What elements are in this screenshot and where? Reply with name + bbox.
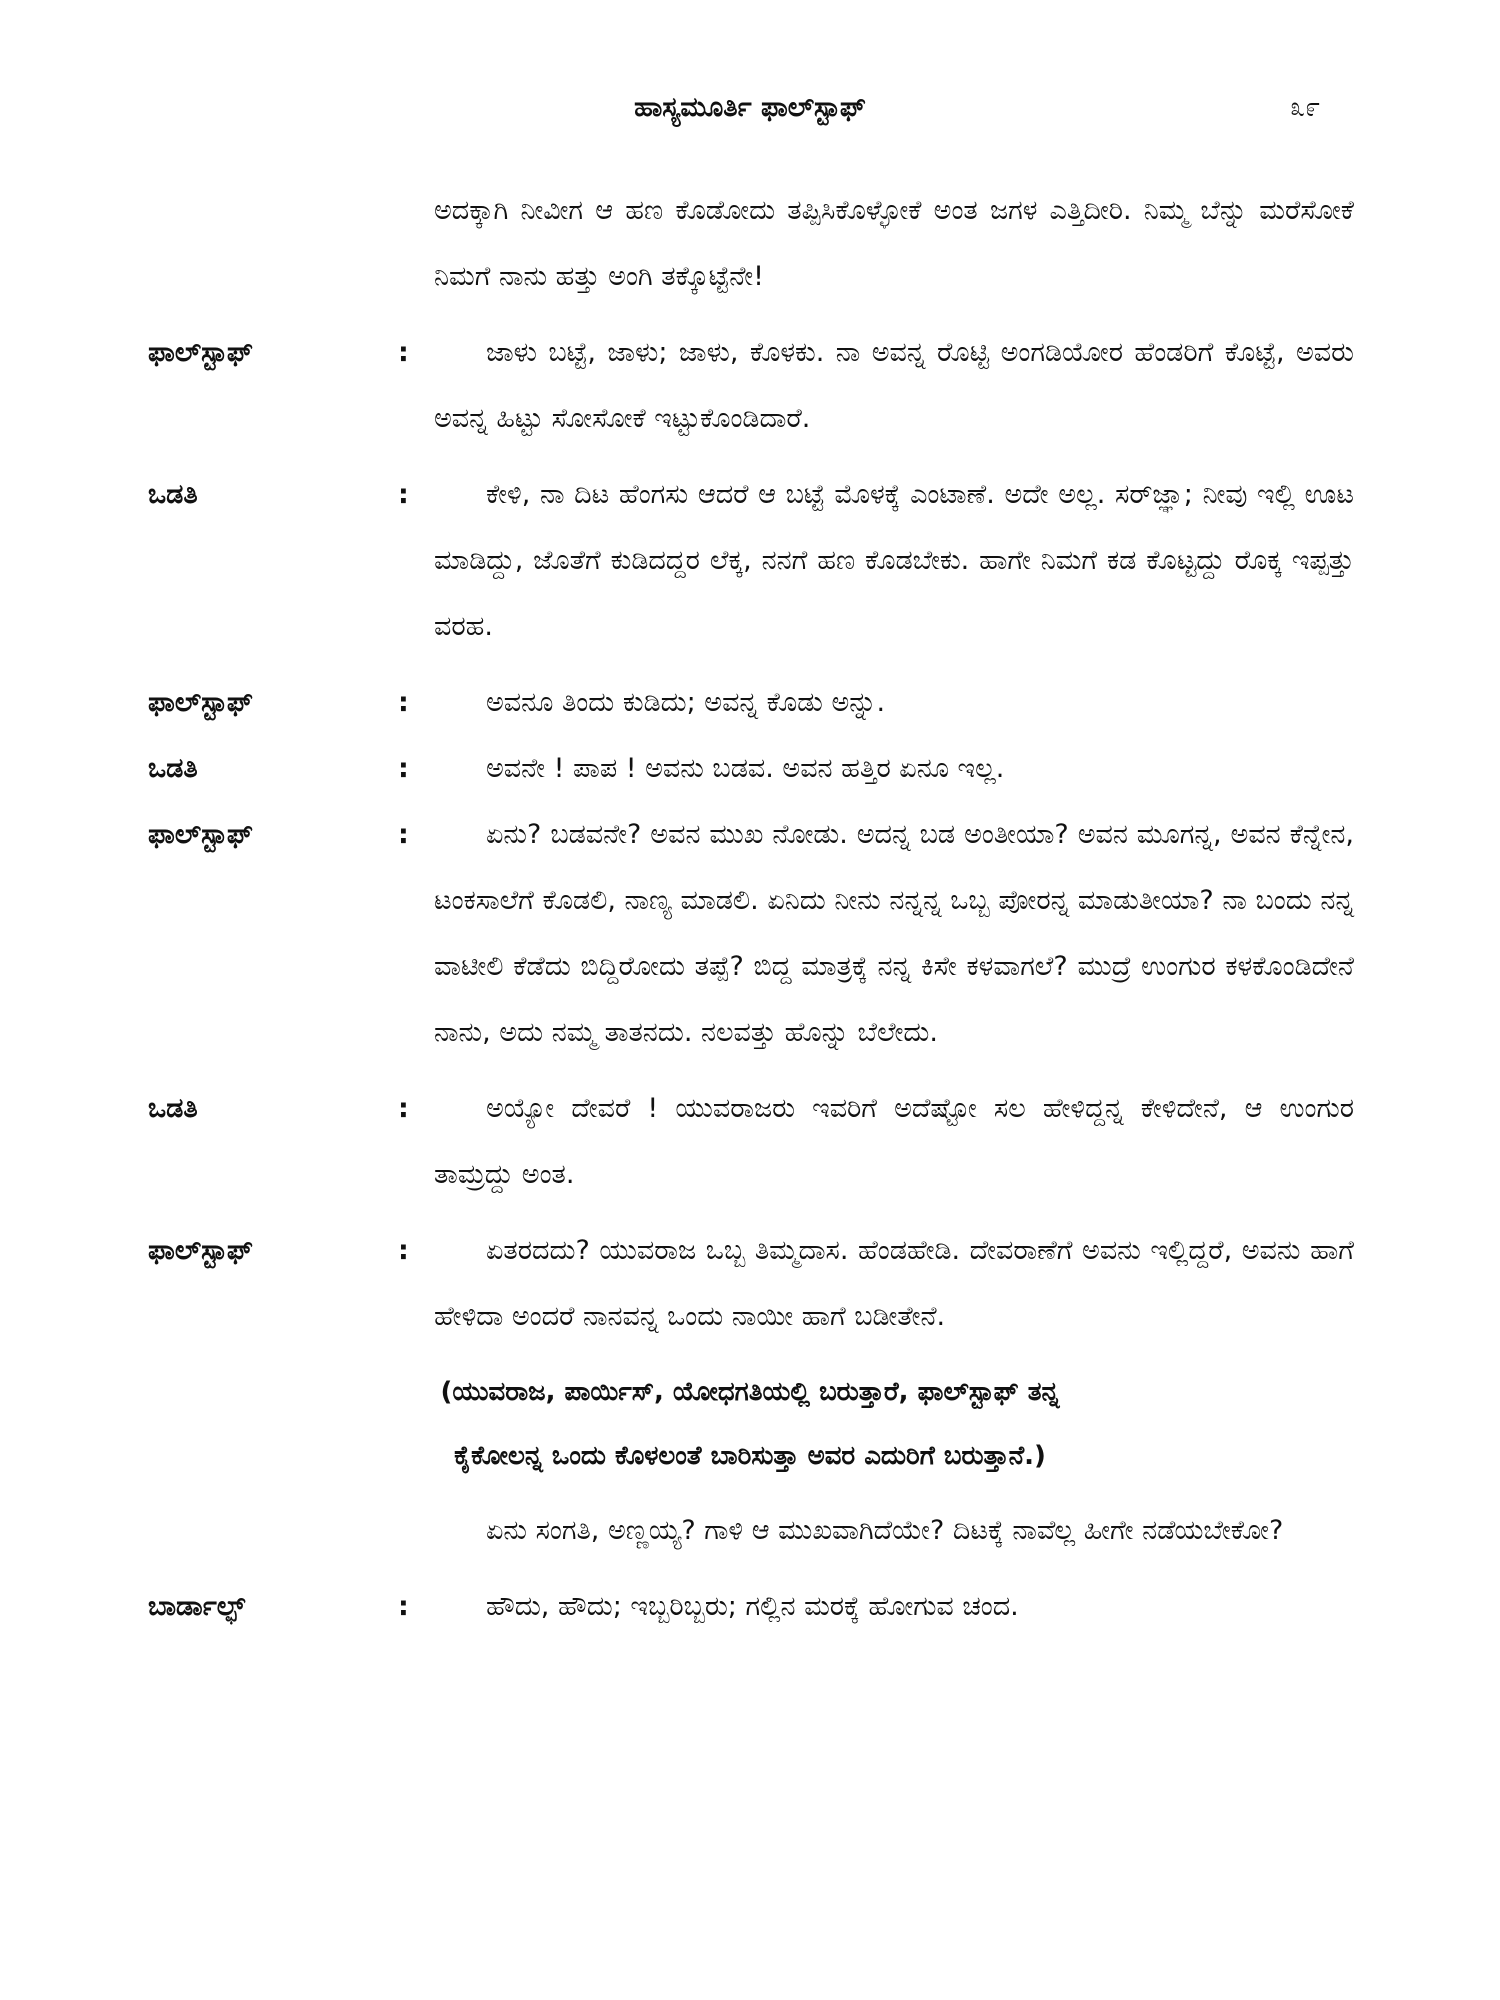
dialogue-block — [0, 178, 1500, 310]
speech-text: ಅವನೂ ತಿಂದು ಕುಡಿದು; ಅವನ್ನ ಕೊಡು ಅನ್ನು. — [486, 687, 886, 718]
play-text — [0, 178, 1500, 1640]
page-number: ೩೯ — [1290, 92, 1321, 123]
speaker-colon: : — [398, 1591, 409, 1622]
speech-text: ಹೌದು, ಹೌದು; ಇಬ್ಬರಿಬ್ಬರು; ಗಲ್ಲಿನ ಮರಕ್ಕೆ ಹೋಗುವ ಚಂದ. — [486, 1591, 1019, 1622]
speech-text: ಏತರದದು? ಯುವರಾಜ ಒಬ್ಬ ತಿಮ್ಮದಾಸ. ಹೆಂಡಹೇಡಿ. ದೇವರಾಣೆಗೆ ಅವನು ಇಲ್ಲಿದ್ದರೆ, ಅವನು ಹಾಗೆ ಹೇಳಿದಾ ಅಂದರೆ ನಾನವನ್ನ ಒಂದು ನಾಯೀ ಹಾಗೆ ಬಡೀತೇನೆ. — [434, 1235, 1354, 1332]
speech-text: ಅವನೇ ! ಪಾಪ ! ಅವನು ಬಡವ. ಅವನ ಹತ್ತಿರ ಏನೂ ಇಲ್ಲ. — [486, 753, 1005, 784]
speech-text: ಕೇಳಿ, ನಾ ದಿಟ ಹೆಂಗಸು ಆದರೆ ಆ ಬಟ್ಟೆ ಮೊಳಕ್ಕೆ ಎಂಟಾಣೆ. ಅದೇ ಅಲ್ಲ. ಸರ್‌ಜ್ಞಾ; ನೀವು ಇಲ್ಲಿ ಊಟ ಮಾಡಿದ್ದು, ಜೊತೆಗೆ ಕುಡಿದದ್ದರ ಲೆಕ್ಕ, ನನಗೆ ಹಣ ಕೊಡಬೇಕು. ಹಾಗೇ ನಿಮಗೆ ಕಡ ಕೊಟ್ಟದ್ದು ರೊಕ್ಕ ಇಪ್ಪತ್ತು ವರಹ. — [434, 479, 1354, 642]
speaker-name: ಫಾಲ್‌ಸ್ಟಾಫ್ — [148, 687, 253, 718]
speaker-colon: : — [398, 687, 409, 718]
running-title: ಹಾಸ್ಯಮೂರ್ತಿ ಫಾಲ್‌ಸ್ಟಾಫ್ — [634, 92, 866, 123]
dialogue-block — [0, 670, 1500, 736]
stage-direction-line: (ಯುವರಾಜ, ಪಾರ್ಯಿಸ್, ಯೋಧಗತಿಯಲ್ಲಿ ಬರುತ್ತಾರೆ, ಫಾಲ್‌ಸ್ಟಾಫ್ ತನ್ನ — [440, 1377, 1060, 1407]
dialogue-block — [0, 462, 1500, 660]
speaker-name: ಬಾರ್ಡಾಲ್ಫ್ — [148, 1591, 246, 1622]
speaker-colon: : — [398, 753, 409, 784]
speaker-name: ಫಾಲ್‌ಸ್ಟಾಫ್ — [148, 819, 253, 850]
speaker-colon: : — [398, 337, 409, 368]
speech-text: ಏನು? ಬಡವನೇ? ಅವನ ಮುಖ ನೋಡು. ಅದನ್ನ ಬಡ ಅಂತೀಯಾ? ಅವನ ಮೂಗನ್ನ, ಅವನ ಕೆನ್ನೇನ, ಟಂಕಸಾಲೆಗೆ ಕೊಡಲಿ, ನಾಣ್ಯ ಮಾಡಲಿ. ಏನಿದು ನೀನು ನನ್ನನ್ನ ಒಬ್ಬ ಪೋರನ್ನ ಮಾಡುತೀಯಾ? ನಾ ಬಂದು ನನ್ನ ವಾಟೀಲಿ ಕೆಡೆದು ಬಿದ್ದಿರೋದು ತಪ್ಪೆ? ಬಿದ್ದ ಮಾತ್ರಕ್ಕೆ ನನ್ನ ಕಿಸೇ ಕಳವಾಗಲೆ? ಮುದ್ರೆ ಉಂಗುರ ಕಳಕೊಂಡಿದೇನೆ ನಾನು, ಅದು ನಮ್ಮ ತಾತನದು. ನಲವತ್ತು ಹೊನ್ನು ಬೆಲೇದು. — [434, 819, 1354, 1048]
speaker-name: ಒಡತಿ — [148, 479, 198, 510]
dialogue-block — [0, 1218, 1500, 1350]
dialogue-block — [0, 320, 1500, 452]
speaker-name: ಫಾಲ್‌ಸ್ಟಾಫ್ — [148, 337, 253, 368]
speaker-colon: : — [398, 479, 409, 510]
stage-direction — [0, 1360, 1500, 1488]
speaker-name: ಫಾಲ್‌ಸ್ಟಾಫ್ — [148, 1235, 253, 1266]
speaker-name: ಒಡತಿ — [148, 753, 198, 784]
speaker-name: ಒಡತಿ — [148, 1093, 198, 1124]
speech-text: ಜಾಳು ಬಟ್ಟೆ, ಜಾಳು; ಜಾಳು, ಕೊಳಕು. ನಾ ಅವನ್ನ ರೊಟ್ಟಿ ಅಂಗಡಿಯೋರ ಹೆಂಡರಿಗೆ ಕೊಟ್ಟೆ, ಅವರು ಅವನ್ನ ಹಿಟ್ಟು ಸೋಸೋಕೆ ಇಟ್ಟುಕೊಂಡಿದಾರೆ. — [434, 337, 1354, 434]
dialogue-block — [0, 802, 1500, 1066]
speaker-colon: : — [398, 1093, 409, 1124]
speaker-colon: : — [398, 819, 409, 850]
speech-text: ಅದಕ್ಕಾಗಿ ನೀವೀಗ ಆ ಹಣ ಕೊಡೋದು ತಪ್ಪಿಸಿಕೊಳ್ಳೋಕೆ ಅಂತ ಜಗಳ ಎತ್ತಿದೀರಿ. ನಿಮ್ಮ ಬೆನ್ನು ಮರೆಸೋಕೆ ನಿಮಗೆ ನಾನು ಹತ್ತು ಅಂಗಿ ತಕ್ಕೊಟ್ಟೆನೇ! — [434, 195, 1354, 292]
dialogue-block — [0, 1498, 1500, 1564]
page-header — [0, 92, 1500, 132]
stage-direction-line: ಕೈಕೋಲನ್ನ ಒಂದು ಕೊಳಲಂತೆ ಬಾರಿಸುತ್ತಾ ಅವರ ಎದುರಿಗೆ ಬರುತ್ತಾನೆ.) — [454, 1441, 1046, 1471]
speech-text: ಅಯ್ಯೋ ದೇವರೆ ! ಯುವರಾಜರು ಇವರಿಗೆ ಅದೆಷ್ಟೋ ಸಲ ಹೇಳಿದ್ದನ್ನ ಕೇಳಿದೇನೆ, ಆ ಉಂಗುರ ತಾಮ್ರದ್ದು ಅಂತ. — [434, 1093, 1354, 1190]
speaker-colon: : — [398, 1235, 409, 1266]
dialogue-block — [0, 1574, 1500, 1640]
speech-text: ಏನು ಸಂಗತಿ, ಅಣ್ಣಯ್ಯ? ಗಾಳಿ ಆ ಮುಖವಾಗಿದೆಯೇ? ದಿಟಕ್ಕೆ ನಾವೆಲ್ಲ ಹೀಗೇ ನಡೆಯಬೇಕೋ? — [486, 1515, 1284, 1546]
dialogue-block — [0, 736, 1500, 802]
dialogue-block — [0, 1076, 1500, 1208]
